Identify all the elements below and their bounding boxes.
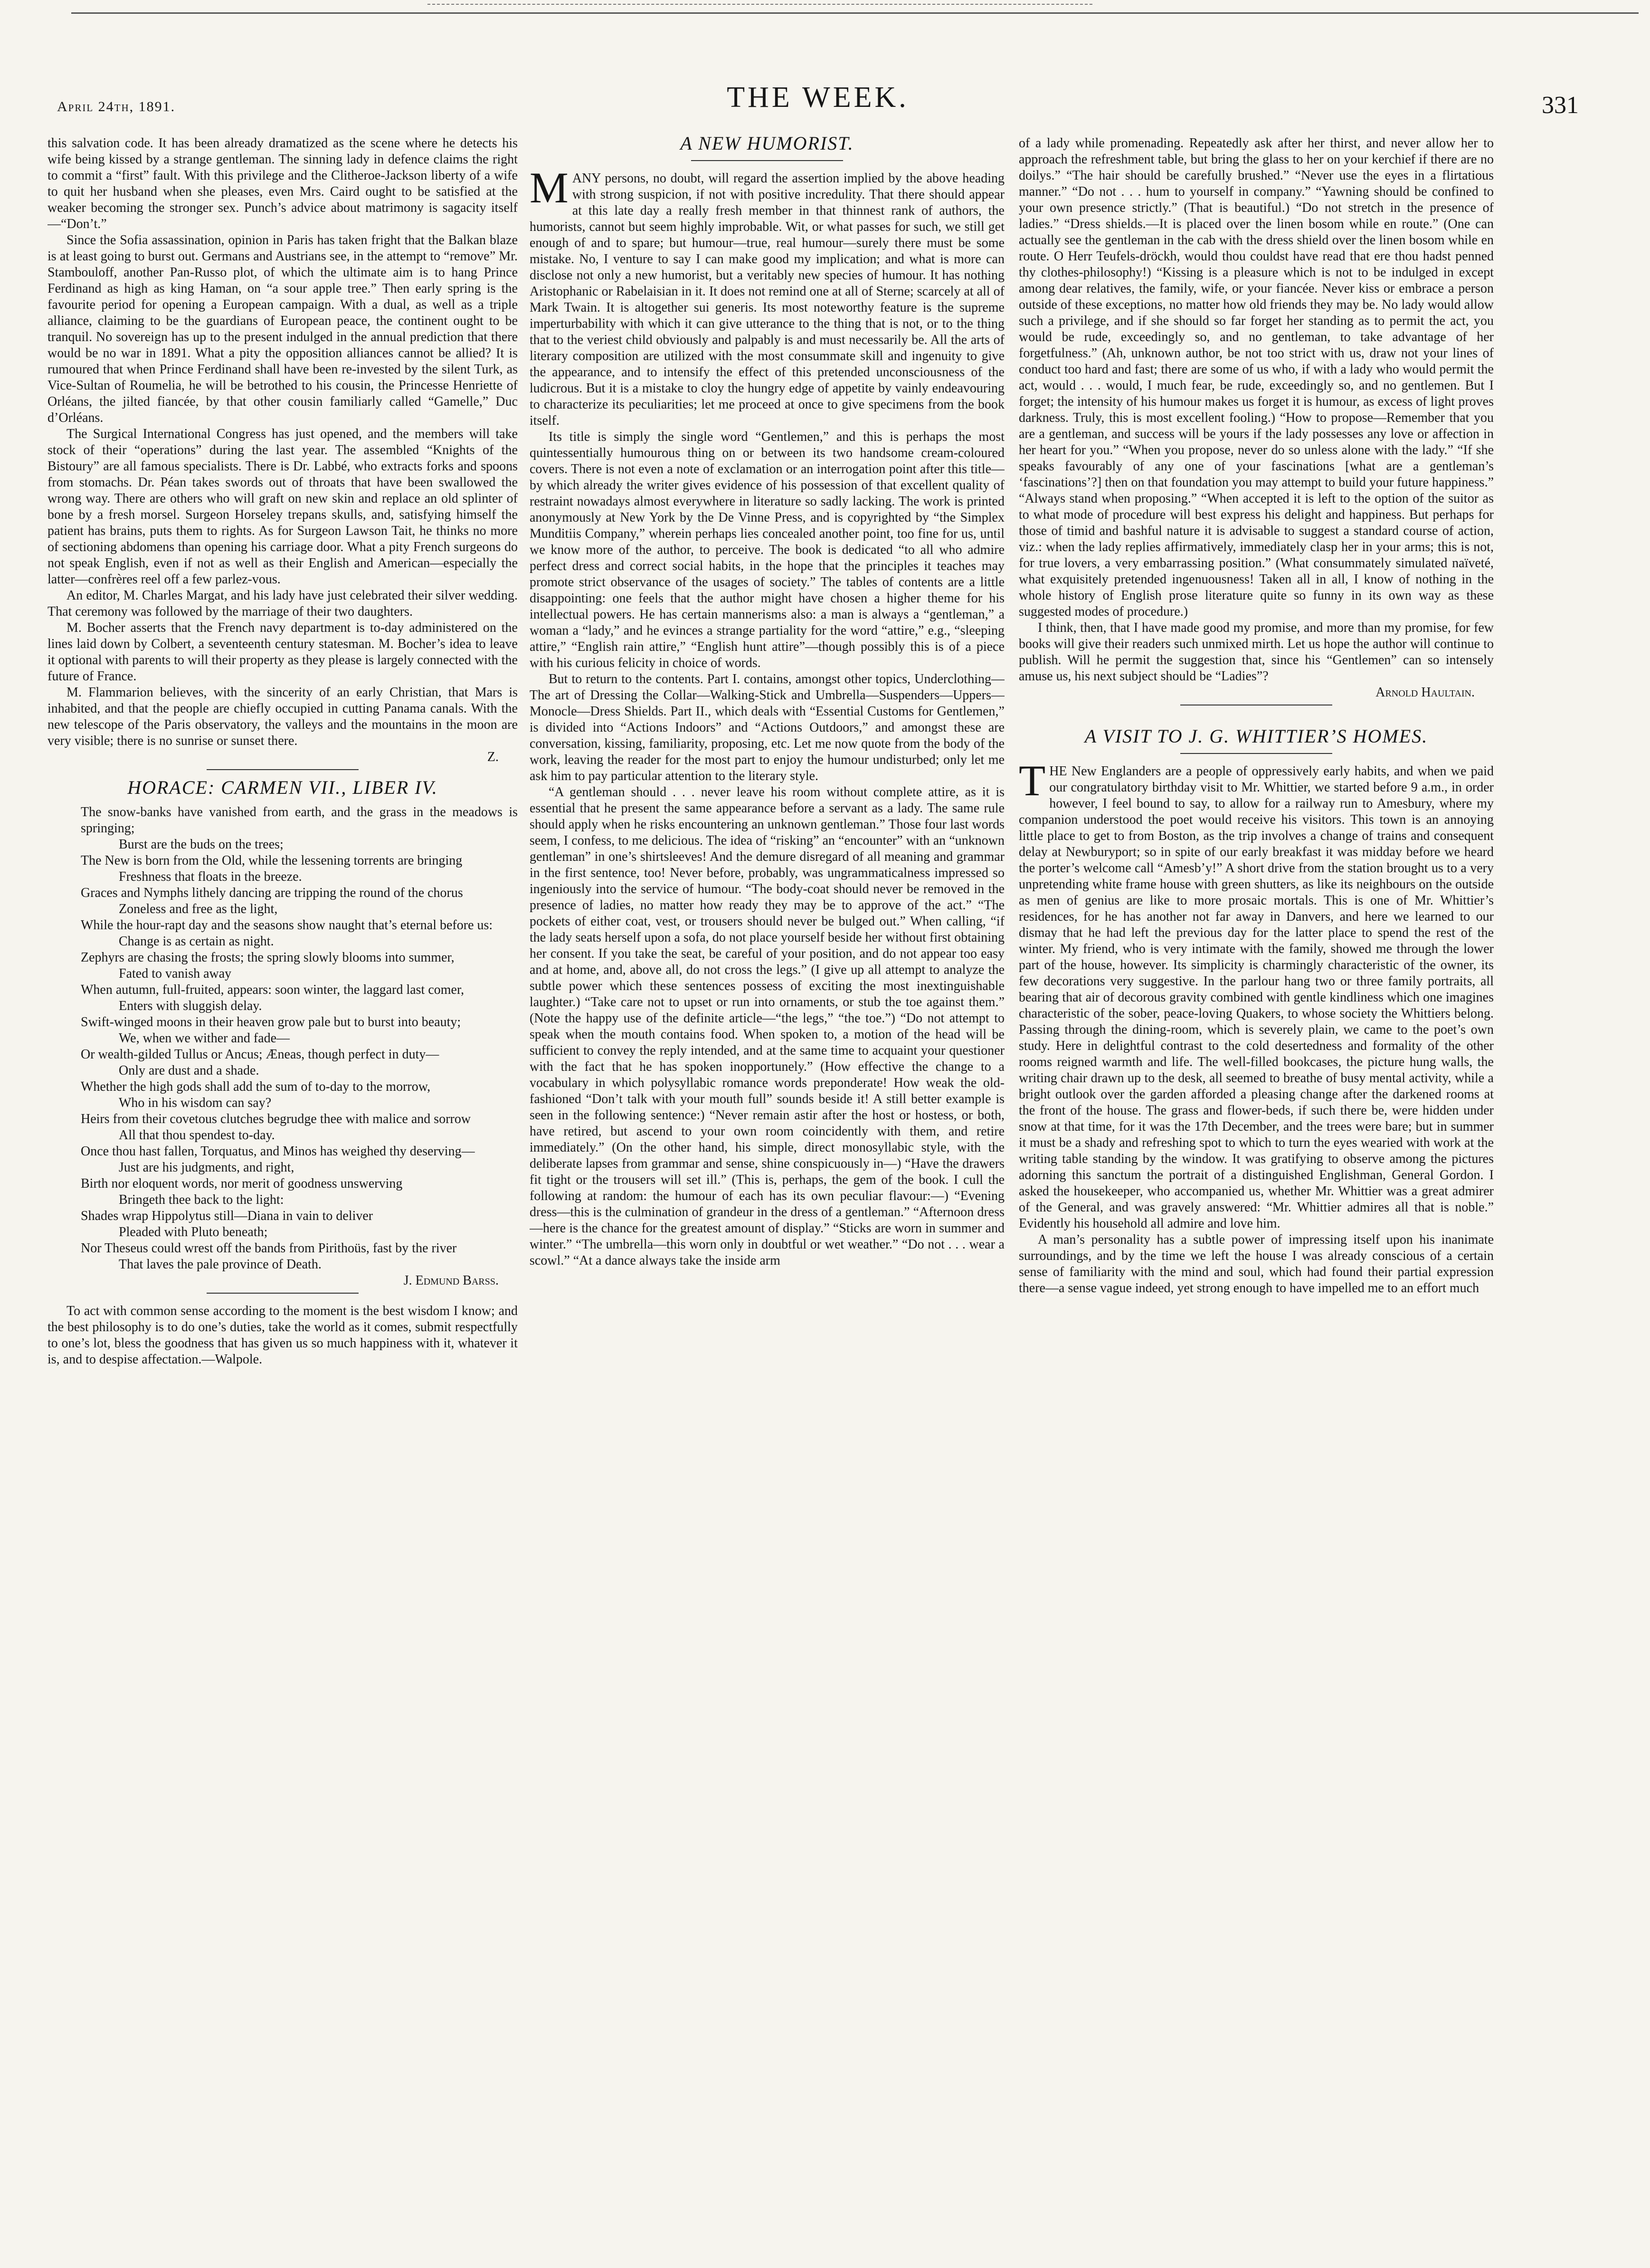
- column-1: [47, 135, 518, 2245]
- article-title: A NEW HUMORIST.: [680, 135, 854, 154]
- poem-line: Swift-winged moons in their heaven grow pale but to burst into beauty;: [81, 1015, 461, 1029]
- poem-line: Shades wrap Hippolytus still—Diana in vain to deliver: [81, 1209, 373, 1223]
- paragraph: of a lady while promenading. Repeatedly ask after her thirst, and never allow her to approach the refreshment table, but bring the glass to her on your kerchief if there are no doilys.” “The hair should be carefully brushed.” “Never use the eyes in a flirtatious manner.” “Do not . . . hum to yourself in company.” “Yawning should be confined to your own presence strictly.” (That is beautiful.) “Do not stretch in the presence of ladies.” “Dress shields.—It is placed over the linen bosom while en route.” (One can actually see the gentleman in the cab with the dress shield over the linen bosom while en route. O Herr Teufels-dröckh, would thou couldst have read that ere thou hadst penned thy clothes-philosophy!) “Kissing is a pleasure which is not to be indulged in except among dear relatives, the family, wife, or your fiancée. Never kiss or embrace a person outside of these exceptions, no matter how old friends they may be. No lady would allow such a privilege, and if she should so far forget her standing as to permit the act, you would be rude, exceedingly so, and no gentleman, to take advantage of her forgetfulness.” (Ah, unknown author, be not too strict with us, draw not your lines of conduct too hard and fast; there are some of us who, if with a lady who would permit the act, would . . . would, I much fear, be rude, exceedingly so, and no gentlemen. But I forget; the intensity of his humour makes us forget it is humour, as excess of light proves darkness. Truly, this is most excellent fooling.) “How to propose—Remember that you are a gentleman, and success will be yours if the lady possesses any love or affection in her heart for you.” “When you propose, never do so unless alone with the lady.” “If she speaks favourably of any one of your fascinations [what are a gentleman’s ‘fascinations’?] then on that foundation you may attempt to build your future happiness.” “Always stand when proposing.” “When accepted it is left to the option of the suitor as to what mode of procedure will best express his delight and happiness. But perhaps for those of timid and bashful nature it is advisable to suggest a standard course of action, viz.: when the lady replies affirmatively, immediately clasp her in your arms; this is not, for true lovers, a very embarrassing position.” (What consummately simulated naïveté, what exquisitely pretended ingenuousness! Taken all in all, I know of nothing in the whole history of English prose literature quite so funny in its own way as these suggested modes of procedure.): [1019, 136, 1494, 619]
- poem-line: Whether the high gods shall add the sum of to-day to the morrow,: [81, 1079, 431, 1094]
- poem-line: Change is as certain as night.: [119, 934, 274, 949]
- column-3: [1019, 135, 1494, 2245]
- poem-line: Birth nor eloquent words, nor merit of goodness unswerving: [81, 1176, 403, 1191]
- divider: [691, 160, 843, 161]
- article-author: Arnold Haultain.: [1375, 685, 1475, 700]
- paragraph: Since the Sofia assassination, opinion in Paris has taken fright that the Balkan blaze is at least going to burst out. Germans and Austrians see, in the attempt to “remove” Mr. Stambouloff, another Pan-Russo plot, of which the ultimate aim is to hang Prince Ferdinand as high as king Haman, on “a sour apple tree.” Then early spring is the favourite period for opening a European campaign. With a dual, as well as a triple alliance, claiming to be the guardians of European peace, the continent ought to be tranquil. No sovereign has up to the present indulged in the annual prediction that there would be no war in 1891. What a pity the opposition alliances cannot be allied? It is rumoured that when Prince Ferdinand shall have been re-invested by the silent Turk, as Vice-Sultan of Roumelia, he will be betrothed to his cousin, the Princesse Henriette of Orléans, the jilted fiancée, by that other cousin familiarly called “Gamelle,” Duc d’Orléans.: [47, 233, 518, 425]
- poem-line: Zephyrs are chasing the frosts; the spring slowly blooms into summer,: [81, 950, 455, 965]
- poem-line: When autumn, full-fruited, appears: soon winter, the laggard last comer,: [81, 982, 465, 997]
- article-title: A VISIT TO J. G. WHITTIER’S HOMES.: [1084, 725, 1428, 747]
- poem: [47, 804, 518, 1273]
- page-number: 331: [1542, 92, 1579, 119]
- poem-line: All that thou spendest to-day.: [119, 1128, 275, 1143]
- divider: [207, 769, 359, 770]
- poem-line: The snow-banks have vanished from earth, and the grass in the meadows is springing;: [81, 805, 518, 836]
- poem-line: Freshness that floats in the breeze.: [119, 869, 302, 884]
- divider: [207, 1293, 359, 1294]
- poem-line: Pleaded with Pluto beneath;: [119, 1225, 268, 1239]
- poem-author: J. Edmund Barss.: [403, 1273, 499, 1288]
- scan-edge-rule: [427, 4, 1092, 5]
- poem-line: Bringeth thee back to the light:: [119, 1192, 284, 1207]
- divider: [1180, 753, 1332, 754]
- quotation: To act with common sense according to the moment is the best wisdom I know; and the best philosophy is to do one’s duties, take the world as it comes, submit respectfully to one’s lot, bless the goodness that has given us so much happiness with it, whatever it is, and to despise affectation.—Walpole.: [47, 1304, 518, 1367]
- poem-title: HORACE: CARMEN VII., LIBER IV.: [127, 777, 438, 798]
- poem-line: That laves the pale province of Death.: [119, 1257, 322, 1272]
- paragraph: “A gentleman should . . . never leave his room without complete attire, as it is essential that he present the same appearance before a servant as a lady. The same rule should apply when he risks encountering an unknown gentleman.” Those four last words seem, I confess, to me delicious. The idea of “risking” an “encounter” with an “unknown gentleman” in one’s shirtsleeves! And the demure disregard of all meaning and grammar in the first sentence, too! Never before, probably, was ungrammaticalness impressed so ingeniously into the service of humour. “The body-coat should never be removed in the presence of ladies, no matter how ready they may be to approve of the act.” “The pockets of either coat, vest, or trousers should never be bulged out.” When calling, “if the lady seats herself upon a sofa, do not place yourself beside her without first obtaining her consent. If you take the seat, be careful of your position, and do not appear too easy and at home, and, above all, do not cross the legs.” (I give up all attempt to analyze the subtle power which these sentences possess of exciting the most inextinguishable laughter.) “Take care not to upset or run into ornaments, or stub the toe against them.” (Note the happy use of the definite article—“the legs,” “the toe.”) “Do not attempt to speak when the mouth contains food. When spoken to, a motion of the head will be sufficient to convey the reply intended, and at the same time to acquaint your questioner with the fact that he has spoken inopportunely.” (How effective the change to a vocabulary in which polysyllabic romance words preponderate! How weak the old-fashioned “Don’t talk with your mouth full” sounds beside it! A still better example is seen in the following sentence:) “Never remain astir after the host or hostess, or both, have retired, but ascend to your own room coincidently with them, and retire immediately.” (On the other hand, his simple, direct monosyllabic style, with the deliberate lapses from grammar and sense, shine conspicuously in—) “Have the drawers fit tight or the trousers will set ill.” (This is, perhaps, the gem of the book. I cull the following at random: the humour of each has its own peculiar flavour:—) “Evening dress—this is the culmination of grandeur in the dress of a gentleman.” “Afternoon dress—here is the chance for the greatest amount of display.” “Sticks are worn in summer and winter.” “The umbrella—this worn only in doubtful or wet weather.” “Do not . . . wear a scowl.” “At a dance always take the inside arm: [530, 785, 1005, 1268]
- paragraph: MANY persons, no doubt, will regard the assertion implied by the above heading with strong suspicion, if not with positive incredulity. That there should appear at this late day a really fresh member in that thinnest rank of authors, the humorists, cannot but seem highly improbable. Wit, or what passes for such, we still get enough of and to spare; but humour—true, real humour—surely there must be some mistake. No, I venture to say I can make good my implication; and what is more can disclose not only a new humorist, but a veritably new species of humour. It has nothing Aristophanic or Rabelaisian in it. It does not remind one at all of Sterne; scarcely at all of Mark Twain. It is altogether sui generis. Its most noteworthy feature is the supreme imperturbability with which it can give utterance to the thing that is not, or to the thing that to the veriest child obviously and palpably is and must necessarily be. All the arts of literary composition are utilized with the most consummate skill and ingenuity to give the appearance, and to intensify the effect of this pretended unconsciousness of the ludicrous. But it is a mistake to cloy the hungry edge of appetite by vainly endeavouring to characterize its peculiarities; let me proceed at once to give specimens from the book itself.: [530, 163, 1005, 428]
- poem-line: Only are dust and a shade.: [119, 1063, 259, 1078]
- paragraph: An editor, M. Charles Margat, and his lady have just celebrated their silver wedding. That ceremony was followed by the marriage of their two daughters.: [47, 588, 518, 619]
- paragraph: A man’s personality has a subtle power of impressing itself upon his inanimate surroundings, and by the time we left the house I was already conscious of a certain sense of familiarity with the mind and soul, which had found their partial expression there—a sense vague indeed, yet strong enough to have impelled me to an effort much: [1019, 1232, 1494, 1296]
- issue-date: April 24th, 1891.: [57, 99, 176, 114]
- poem-line: Just are his judgments, and right,: [119, 1160, 294, 1175]
- running-header: [57, 81, 1579, 133]
- poem-line: Heirs from their covetous clutches begrudge thee with malice and sorrow: [81, 1112, 471, 1126]
- paragraph: M. Bocher asserts that the French navy department is to-day administered on the lines laid down by Colbert, a seventeenth century statesman. M. Bocher’s idea to leave it optional with parents to will their property as they please is largely connected with the future of France.: [47, 620, 518, 684]
- poem-line: Burst are the buds on the trees;: [119, 837, 284, 852]
- poem-line: While the hour-rapt day and the seasons show naught that’s eternal before us:: [81, 918, 493, 933]
- poem-line: Once thou hast fallen, Torquatus, and Minos has weighed thy deserving—: [81, 1144, 475, 1159]
- column-2: [530, 135, 1005, 2245]
- poem-line: Graces and Nymphs lithely dancing are tripping the round of the chorus: [81, 886, 463, 900]
- poem-line: Who in his wisdom can say?: [119, 1096, 272, 1110]
- paragraph: Its title is simply the single word “Gentlemen,” and this is perhaps the most quintessentially humourous thing on or between its two handsome cream-coloured covers. There is not even a note of exclamation or an interrogation point after this title—by which already the writer gives evidence of his possession of that excellent quality of restraint nowadays almost everywhere in literature so sadly lacking. The work is printed anonymously at New York by the De Vinne Press, and is copyrighted by “the Simplex Munditiis Company,” wherein perhaps lies concealed another point, too fine for us, until we know more of the author, to perceive. The book is dedicated “to all who admire perfect dress and correct social habits, in the hope that the principles it teaches may promote strict observance of the usages of society.” The tables of contents are a little disappointing: one feels that the author might have chosen a higher theme for his intellectual powers. He has certain mannerisms also: a man is always a “gentleman,” a woman a “lady,” and he evinces a strange partiality for the word “attire,” e.g., “sleeping attire,” “English rain attire,” “English hunt attire”—though possibly this is of a piece with his curious felicity in choice of words.: [530, 429, 1005, 670]
- top-rule: [71, 12, 1639, 14]
- signoff: Z.: [487, 750, 499, 764]
- poem-line: The New is born from the Old, while the lessening torrents are bringing: [81, 853, 463, 868]
- paragraph: this salvation code. It has been already dramatized as the scene where he detects his wife being kissed by a strange gentleman. The sinning lady in defence claims the right to commit a “first” fault. With this privilege and the Clitheroe-Jackson liberty of a wife to quit her husband when she pleases, even Mrs. Caird ought to be satisfied at the weaker becoming the stronger sex. Punch’s advice about matrimony is sagacity itself—“Don’t.”: [47, 136, 518, 231]
- paragraph: M. Flammarion believes, with the sincerity of an early Christian, that Mars is inhabited, and that the people are chiefly occupied in cutting Panama canals. With the new telescope of the Paris observatory, the valleys and the mountains in the moon are very visible; there is no sunrise or sunset there.: [47, 685, 518, 748]
- masthead: THE WEEK.: [727, 81, 909, 114]
- poem-line: Nor Theseus could wrest off the bands from Pirithoüs, fast by the river: [81, 1241, 457, 1256]
- poem-line: Enters with sluggish delay.: [119, 999, 262, 1013]
- poem-line: Or wealth-gilded Tullus or Ancus; Æneas, though perfect in duty—: [81, 1047, 439, 1062]
- paragraph: THE New Englanders are a people of oppressively early habits, and when we paid our congratulatory birthday visit to Mr. Whittier, we started before 9 a.m., in order however, I feel bound to say, to allow for a railway run to Amesbury, where my companion understood the poet would receive his visitors. This town is an annoying little place to get to from Boston, as the trip involves a change of trains and consequent delay at Newburyport; so in spite of our early breakfast it was midday before we heard the porter’s welcome call “Amesb’y!” A short drive from the station brought us to a very unpretending white frame house with green shutters, as like its neighbours on the outside as men of genius are like to more prosaic mortals. This is one of Mr. Whittier’s residences, for he has another not far away in Danvers, and here we learned to our dismay that he had left the previous day for the latter place to spend the rest of the winter. My friend, who is very intimate with the family, showed me through the lower part of the house, however. Its simplicity is charmingly characteristic of the owner, its few decorations very suggestive. In the parlour hang two or three family portraits, all bearing that air of decorous gravity combined with gentle kindliness which one imagines characteristic of the sober, peace-loving Quakers, to whose society the Whittiers belong. Passing through the dining-room, which is severely plain, we came to the poet’s own study. Here in delightful contrast to the cold desertedness and formality of the other rooms reigned warmth and life. The well-filled bookcases, the picture hung walls, the writing chair drawn up to the desk, all seemed to breathe of busy mental activity, while a bright outlook over the garden afforded a pleasing change after the darkened rooms at the front of the house. The grass and flower-beds, if such there be, were hidden under snow at that time, for it was the 17th December, and the trees were bare; but in summer it must be a shady and refreshing spot to which to turn the eyes wearied with work at the writing table standing by the window. It was gratifying to observe among the pictures adorning this sanctum the portrait of a distinguished Englishman, General Gordon. I asked the housekeeper, who accompanied us, whether Mr. Whittier was a great admirer of the General, and was gravely answered: “Mr. Whittier admires all that is noble.” Evidently his household all admire and love him.: [1019, 756, 1494, 1231]
- paragraph: The Surgical International Congress has just opened, and the members will take stock of their “operations” during the last year. The assembled “Knights of the Bistoury” are all famous specialists. There is Dr. Labbé, who extracts forks and spoons from stomachs. Dr. Péan takes swords out of throats that have been swallowed the wrong way. There are others who will graft on new skin and replace an old splinter of bone by a fresh morsel. Surgeon Horseley trepans skulls, and, satisfying himself the patient has brains, puts them to rights. As for Surgeon Lawson Tait, he thinks no more of sectioning abdomens than opening his carriage door. What a pity French surgeons do not speak English, even if not as well as their English and American—especially the latter—confrères reel off a few parlez-vous.: [47, 427, 518, 587]
- poem-line: Fated to vanish away: [119, 966, 232, 981]
- poem-line: Zoneless and free as the light,: [119, 902, 278, 916]
- poem-line: We, when we wither and fade—: [119, 1031, 290, 1046]
- paragraph: I think, then, that I have made good my promise, and more than my promise, for few books will give their readers such unmixed mirth. Let us hope the author will continue to publish. Will he permit the suggestion that, since his “Gentlemen” can so intensely amuse us, his next subject should be “Ladies”?: [1019, 620, 1494, 684]
- paragraph: But to return to the contents. Part I. contains, amongst other topics, Underclothing—The art of Dressing the Collar—Walking-Stick and Umbrella—Suspenders—Uppers—Monocle—Dress Shields. Part II., which deals with “Essential Customs for Gentlemen,” is divided into “Actions Indoors” and “Actions Outdoors,” and amongst these are conversation, kissing, familiarity, proposing, etc. Let me now quote from the body of the work, leaving the reader for the most part to enjoy the humour undisturbed; only let me ask him to pay particular attention to the literary style.: [530, 672, 1005, 783]
